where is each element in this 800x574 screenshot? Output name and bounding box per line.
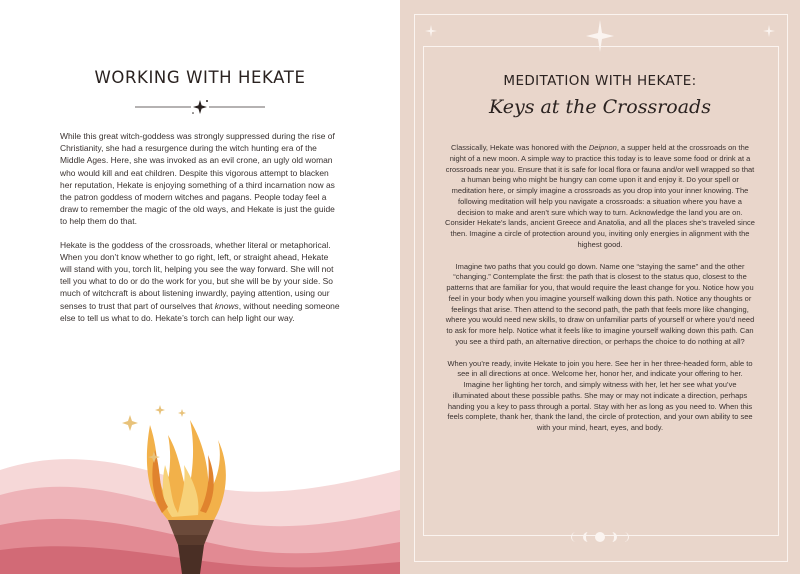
moon-phases-icon [570,530,630,544]
paragraph: When you’re ready, invite Hekate to join you here. See her in her three-headed form, able to see in all directions at once. Welcome her, honor her, and indicate your offering to her. Imagine her lighting her torch, and simply witness with her, let her see what you’ve illuminated about these possible paths. She may or may not indicate a direction, perhaps handing you a key to pass through a portal. Stay with her as long as you need to. When this feels complete, thank her, thank the land, the circle of protection, and your own ability to see with your mind, heart, eyes, and body. [447,358,753,432]
left-page-title: WORKING WITH HEKATE [94,68,306,87]
paragraph: Classically, Hekate was honored with the Deipnon, a supper held at the crossroads on the night of a new moon. A simple way to practice this today is to leave some food or drink at a crossroads near you. Ensure that it is safe for local flora or fauna and/or well wrapped so that a human being who might be hungry can come upon it and enjoy it. Do your spell or meditation here, or simply imagine a crossroads as you drop into your inner knowing. The following meditation will help you navigate a crossroads: a situation where you have a decision to make and aren’t sure which way to turn. Acknowledge the land you are on. Consider Hekate’s lands, ancient Greece and Anatolia, and all the places she’s traveled since then. Imagine a circle of protection around you, inviting only energies in alignment with the highest good. [445,143,755,249]
paragraph: Hekate is the goddess of the crossroads, whether literal or metaphorical. When you don’t know whether to go right, left, or straight ahead, Hekate will stand with you, torch lit, helping you see the way forward. She will not tell you what to do or do the work for you, but she will be by your side. So much of witchcraft is about listening inwardly, paying attention, using our senses to trust that part of ourselves that knows, without needing someone else to tell us what to do. Hekate’s torch can help light our way. [60,239,340,323]
right-page-title: MEDITATION WITH HEKATE: [503,73,697,89]
right-page [400,0,800,574]
torch-illustration [110,395,260,574]
left-page-body [60,130,342,335]
corner-star-icon [763,25,775,37]
corner-star-icon [425,25,437,37]
top-star-icon [586,20,614,52]
paragraph: While this great witch-goddess was strongly suppressed during the rise of Christianity, she had a resurgence during the witch hunting era of the Middle Ages. Here, she was invoked as an evil crone, an ugly old woman who would kill and eat children. Despite this vigorous attempt to blacken her reputation, Hekate is enjoying something of a third incarnation now as the patron goddess of modern witches and pagans. People today feel a draw to remember the magic of the old ways, and Hekate is just the guide to help them do that. [60,131,335,227]
right-page-subtitle: Keys at the Crossroads [489,96,711,118]
right-page-body [445,143,755,445]
paragraph: Imagine two paths that you could go down. Name one “staying the same” and the other “changing.” Contemplate the first: the path that is closest to the status quo, closest to the patterns that are familiar for you, that would require the least change for you. Notice how you feel in your body when you imagine yourself walking down this path. Notice any thoughts or feelings that arise. Then attend to the second path, the path that feels more like changing, where you would need new skills, to draw on unfamiliar parts of yourself or where you’d need to ask for more help. Notice what it feels like to imagine yourself walking down this path. Can you see a third path, an alternative direction, or perhaps the choice to do nothing at all? [445,261,755,346]
ornament-divider [135,98,265,114]
